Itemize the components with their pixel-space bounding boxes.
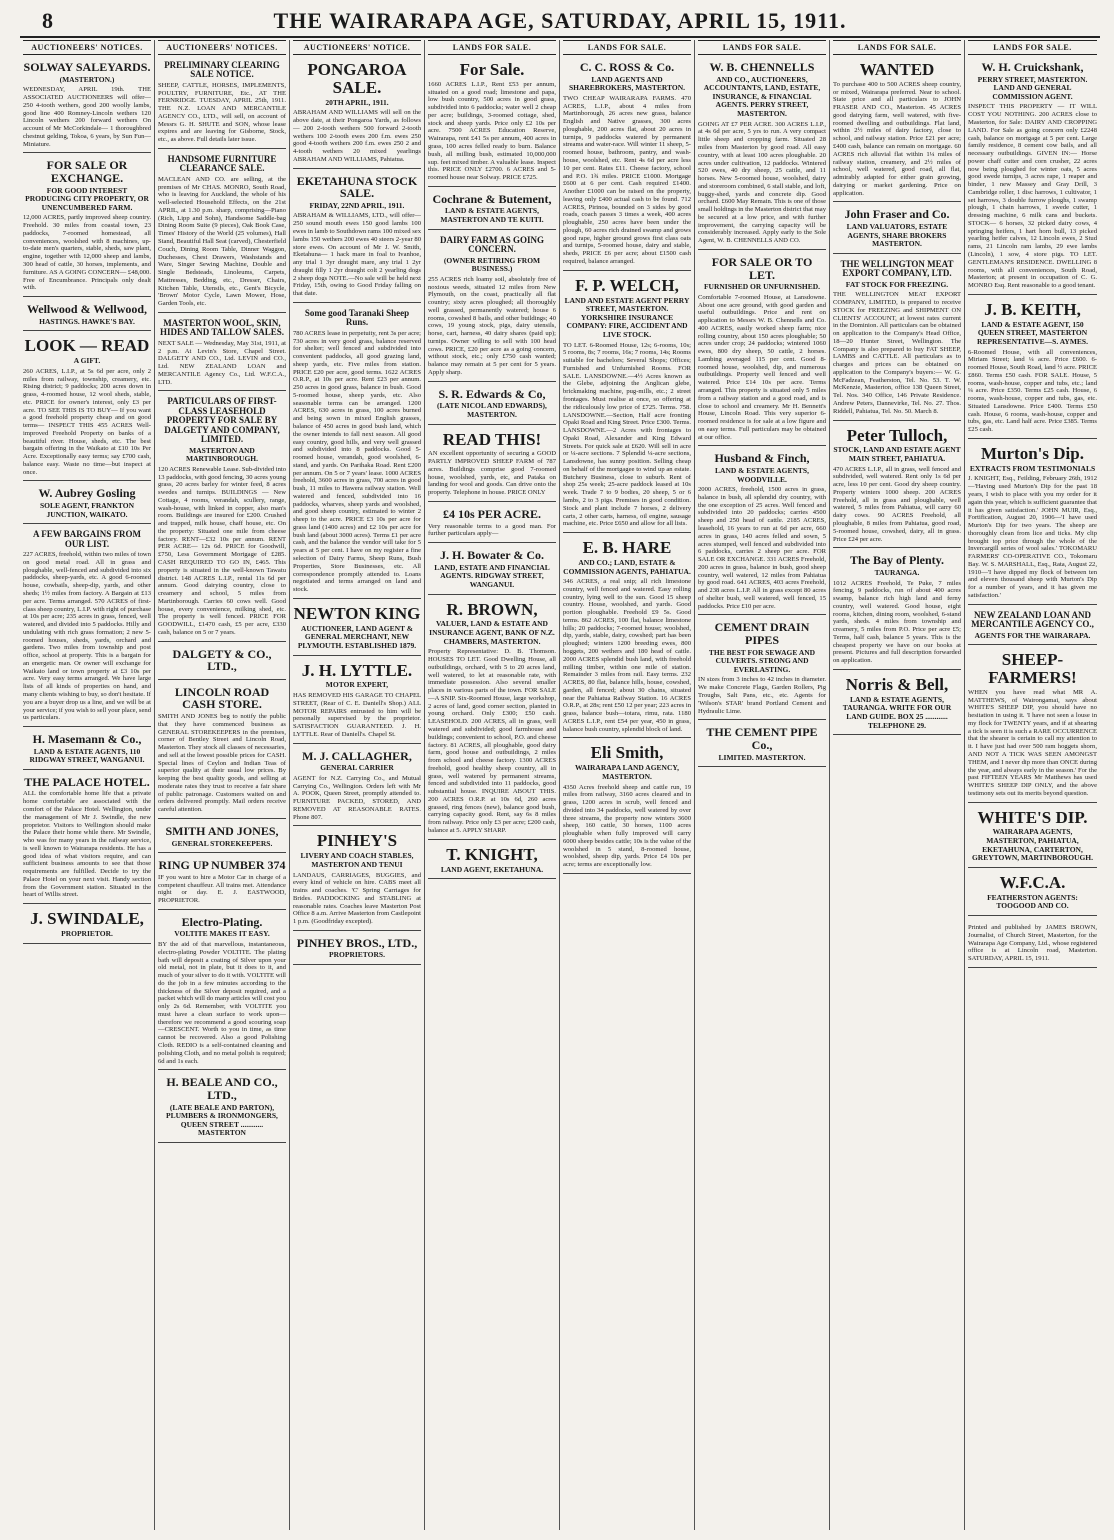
column-1 <box>20 40 155 1530</box>
ad-title: EKETAHUNA STOCK SALE. <box>296 173 418 201</box>
advertisement <box>158 913 286 1070</box>
ad-body-text: ABRAHAM AND WILLIAMS will sell on the above date, at their Pongaroa Yards, as follows— 200 2-tooth wethers 500 forward 2-tooth wethers 100 2-tooth ewes 200 f.m. ewes 250 good 4-tooth wethers 200 f.m. ewes 250 2 and 4-tooth wethers 20 mixed yearlings ABRAHAM AND WILLIAMS, Pahiatua. <box>293 109 421 163</box>
advertisement <box>23 300 151 331</box>
ad-title: LINCOLN ROAD CASH STORE. <box>174 684 270 712</box>
ad-body-text: 260 ACRES, L.I.P., at 5s 6d per acre, only 2 miles from railway, township, creamery, etc. Rising district; 9 paddocks; 200 acres down in grass, 4-roomed house, 12 wool sheds, stable, etc. PRICE for owner's interest, only £3 per acre. TO SEE THIS IS TO BUY— If you want a good freehold property cheap and on good terms— INSPECT THIS 455 ACRES Well-improved Freehold Property on banks of a beautiful river. House, sheds, etc. The best bargain offering in the Waikato at £10 10s Per Acre. Exceptionally easy terms; say £700 cash, balance easy. Waste no time—but inspect at once. <box>23 367 151 476</box>
ad-subtitle: (OWNER RETIRING FROM BUSINESS.) <box>443 255 541 274</box>
ad-title: Some good Taranaki Sheep Runs. <box>304 307 410 328</box>
advertisement <box>158 316 286 391</box>
ad-title: MASTERTON WOOL, SKIN, HIDES AND TALLOW SALES. <box>159 317 285 338</box>
advertisement <box>563 274 691 533</box>
advertisement <box>293 602 421 656</box>
ad-subtitle: PROPRIETORS. <box>329 950 385 960</box>
advertisement <box>698 723 826 767</box>
ad-body-text: INSPECT THIS PROPERTY — IT WILL COST YOU NOTHING. 200 ACRES close to Masterton, for Sale: DAIRY AND CROPPING LAND. For Sale as going concern only £2248 cash, balance on mortgage at 5 per cent. Large family residence, 8 cement cow bails, and all necessary outbuildings. GIVEN IN:— Horse power chaff cutter and corn crusher, 22 acres now being ploughed for winter oats, 5 acres good swede turnips, 3 acres rape, 1 reaper and binder, 1 new Massey and Gray Drill, 3 Cambridge roller, 1 disc harrows, 1 cultivator, 1 set harrows, 3 double furrow ploughs, 1 swamp plough, 1 chain harrows, 1 swede cutter, 1 dressing machine, 6 milk cans and buckets. STOCK— 6 horses, 32 picked dairy cows, 4 springing heifers, 1 hart horn bull, 13 picked yearling heifer calves, 12 Lincoln ewes, 2 Stud rams, 21 Lincoln ram lambs, 29 ewe lambs (Lincoln), 1 sow, 4 store pigs. TO LET. GENTLEMAN'S RESIDENCE. DWELLING 8 rooms, with all conveniences, South Road, Masterton; at present in occupation of C. G. MONRO Esq. Rent reasonable to a good tenant. <box>968 103 1097 290</box>
advertisement <box>428 190 556 230</box>
ad-body-text: 6-Roomed House, with all conveniences, Miriam Street; land ¼ acre. Price £600. 6-roomed House, South Road, land ½ acre. PRICE £860. Terms £50 cash. FOR SALE. House, 5 rooms, wash-house, copper and tubs, etc.; land ¼ acre. Price £350. Terms £25 cash. House, 6 rooms, wash-house, copper and tubs, gas, etc. Situated Lansdowne. Price £400. Terms £50 cash. House, 6 rooms, wash-house, copper and tubs, gas, etc. Land half acre. Price £385. Terms £25 cash. <box>968 348 1097 434</box>
ad-subtitle: PERRY STREET, MASTERTON. LAND AND GENERAL COMMISSION AGENT. <box>977 74 1088 101</box>
ad-title: H. Masemann & Co., <box>32 732 142 747</box>
ad-title: Peter Tulloch, <box>846 425 948 445</box>
ad-subtitle: LAND & ESTATE AGENTS, MASTERTON AND TE KUITI. <box>440 206 544 225</box>
advertisement <box>428 58 556 187</box>
ad-body-text: IF you want to hire a Motor Car in charge of a competent chauffeur. All trains met. Attendance night or day. E. J. EASTWOOD, PROPRIETOR. <box>158 873 286 905</box>
advertisement <box>968 648 1097 802</box>
ad-subtitle: FURNISHED OR UNFURNISHED. <box>703 282 821 292</box>
ad-body-text: LANDAUS, CARRIAGES, BUGGIES, and every kind of vehicle on hire. CABS meet all trains and coaches. 'C' Spring Carriages for Brides. PADDOCKING and STABLING at reasonable rates. Coaches leave Masterton Post Office 8 a.m. Arrive Masterton from Castlepoint 1 p.m. (Goodfriday excepted). <box>293 871 421 926</box>
masthead <box>20 6 1100 38</box>
section-heading: AUCTIONEERS' NOTICE. <box>293 40 421 55</box>
ad-body-text: WHEN you have read what MR A. MATTHEWS, of Wairongamai, says about WHITE'S SHEEP DIP, you should have no hesitation in using it. 'I have not seen a louse in my flock for TWENTY years, and if at shearing a tick is seen it is such a RARE OCCURRENCE that the shearer is certain to call my attention to it. I have just had over 500 ram hoggets shorn, AND NOT A TICK WAS SEEN AMONGST THEM, and I never dip more than ONCE during the year, and always early in the season.' For the past FIFTEEN YEARS Mr Matthews has used WHITE'S SHEEP DIP ONLY, and the above testimony sets out its merits beyond question. <box>968 688 1097 797</box>
section-heading: LANDS FOR SALE. <box>833 40 961 55</box>
advertisement <box>293 934 421 965</box>
advertisement <box>23 484 151 524</box>
ad-title: RING UP NUMBER 374 <box>158 858 286 873</box>
ad-body-text: MACLEAN AND CO. are selling, at the premises of Mr CHAS. MONRO, South Road, who is leaving for Auckland, the whole of his well-selected Household Effects, on the 21st APRIL, at 1.30 p.m. sharp, comprising—Piano (Rich, Lipp and Sohn), Handsome Saddle-bag Dining Room Suite (9 pieces), Oak Book Case, Times' History of the World (25 volumes), Hall Stand, Beautiful Hall Seat (carved), Chesterfield Couch, Dining Room Table, Dinner Waggon, Duchesses, Chest Drawers, Washstands and Ware, Singer Sewing Machine, Double and Single Bedsteads, Linoleums, Carpets, Mattresses, Bedding, etc., Dresser, Chairs, Kitchen Table, Utensils, etc., Gent's Bicycle, 'Brown' Motor Cycle, Lawn Mower, Hose, Garden Tools, etc. <box>158 175 286 308</box>
advertisement <box>698 618 826 720</box>
ad-subtitle: FAT STOCK FOR FREEZING. <box>845 279 949 289</box>
newspaper-title: THE WAIRARAPA AGE, SATURDAY, APRIL 15, 1911. <box>273 8 847 33</box>
ad-subtitle: TAURANGA. <box>874 567 920 577</box>
ad-subtitle: LAND & ESTATE AGENTS, TAURANGA. WRITE FOR OUR LAND GUIDE. BOX 25 ............ TELEPHONE 29. <box>842 694 952 730</box>
ad-body-text: Very reasonable terms to a good man. For further particulars apply— <box>428 522 556 538</box>
ad-body-text: 2000 ACRES, freehold, 1500 acres in grass, balance in bush, all splendid dry country, with the one exception of 25 acres. Well fenced and subdivided into 20 paddocks; carries 4500 sheep and 250 head of cattle. 2185 ACRES, leasehold, 16 years to run at 6d per acre, 660 acres in grass, 140 acres felled and sown, 5 acres stumped, well fenced and subdivided into 6 paddocks, carries 2 sheep per acre. FOR SALE OR EXCHANGE. 331 ACRES Freehold, 200 acres in grass, balance in bush, good sheep country, well watered, 12 miles from Pahiatua by good road. 641 ACRES, 403 acres Freehold, and 238 acres L.I.P. All in grass except 80 acres of shelter bush, well watered, well fenced, 15 paddocks. Price £10 per acre. <box>698 486 826 610</box>
ad-subtitle: LAND & ESTATE AGENT, 150 QUEEN STREET, MASTERTON REPRESENTATIVE—S. AYMES. <box>977 319 1088 346</box>
ad-subtitle: STOCK, LAND AND ESTATE AGENT MAIN STREET, PAHIATUA. <box>833 445 961 464</box>
ad-body-text: 1660 ACRES L.I.P., Rent £53 per annum, situated on a good road; limestone and papa, low bush country, 500 acres in good grass, subdivided into 6 paddocks; water well 2 cheap per acre; buildings, 3-roomed cottage, shed, stock and sheep yards. Price only £2 10s per acre. 7500 ACRES Education Reserve, Wairarapa, rent £41 5s per annum, 400 acres in grass, 100 acres felled ready to burn. Balance bush, all milling bush, estimated 10,000,000 sup. feet mixed timber. A valuable lease. Inspect this. PRICE ONLY £2700. 6 ACRES and 5-roomed house near Solway. PRICE £725. <box>428 80 556 182</box>
advertisement <box>293 747 421 827</box>
advertisement <box>158 152 286 313</box>
ad-title: C. C. ROSS & Co. <box>579 60 675 74</box>
ad-title: F. P. WELCH, <box>575 275 679 295</box>
ad-body-text: ALL the comfortable home life that a private home comfortable are associated with the comfort of the Palace Hotel. Wellington, under the management of Mr J. Swindle, the new proprietor. Visitors to Wellington should make the Palace their home while there. Mr Swindle, who was for many years in the railway service, is well known to Wairarapa residents. He has a good idea of what visitors require, and can sufficient business amounts to see that those requirements are fulfilled. Decide to try the Palace Hotel on your next visit. Handy section from the Government station. Situated in the heart of Willis street. <box>23 790 151 899</box>
column-5 <box>560 40 695 1530</box>
advertisement <box>428 598 556 840</box>
advertisement <box>833 257 961 421</box>
column-4 <box>425 40 560 1530</box>
advertisement <box>23 773 151 904</box>
ad-title: NEWTON KING <box>293 603 421 623</box>
ad-subtitle: 20TH APRIL, 1911. <box>325 97 389 107</box>
advertisement <box>428 233 556 382</box>
advertisement <box>833 551 961 670</box>
ad-subtitle: LAND VALUATORS, ESTATE AGENTS, SHARE BROKERS MASTERTON. <box>846 221 948 249</box>
advertisement <box>833 205 961 253</box>
ad-title: WANTED <box>859 60 935 79</box>
advertisement <box>23 58 151 153</box>
ad-title: R. BROWN, <box>446 599 538 619</box>
advertisement <box>158 645 286 680</box>
ad-body-text: ABRAHAM & WILLIAMS, LTD., will offer— 250 sound mouth ewes 150 good lambs 100 ewes in lamb to Southdown rams 100 mixed sex lambs 150 wethers 200 ewes 40 steers 2-year 80 store ewes. On account of Mr J. W. Smith, Eketahuna— 1 hack mare in foal to Ivanhoe, any trial 1 3yr draught mare, any trial 1 2yr draught filly 1 2yr draught colt 2 yearling dogs 2 sheep dogs NOTE.—No sale will be held next Friday, 15th, owing to Good Friday falling on that date. <box>293 212 421 298</box>
ad-body-text: AGENT for N.Z. Carrying Co., and Mutual Carrying Co., Wellington. Orders left with Mr A. POOK, Queen Street, promptly attended to. FURNITURE PACKED, STORED, AND REMOVED AT REASONABLE RATES. Phone 807. <box>293 774 421 821</box>
advertisement <box>563 536 691 738</box>
ad-title: S. R. Edwards & Co, <box>438 386 546 401</box>
ad-title: PRELIMINARY CLEARING SALE NOTICE. <box>164 60 280 80</box>
advertisement <box>968 871 1097 916</box>
advertisement <box>23 156 151 297</box>
ad-title: READ THIS! <box>442 429 542 449</box>
ad-title: SMITH AND JONES, <box>165 823 279 838</box>
ad-subtitle: HASTINGS. HAWKE'S BAY. <box>39 316 135 326</box>
column-3 <box>290 40 425 1530</box>
ad-subtitle: VALUER, LAND & ESTATE AND INSURANCE AGENT, BANK OF N.Z. CHAMBERS, MASTERTON. <box>429 619 555 646</box>
advertisement <box>158 58 286 149</box>
ad-title: DALGETY & CO., LTD., <box>172 646 272 674</box>
ad-body-text: 1012 ACRES Freehold, Te Puke, 7 miles fencing, 9 paddocks, run of about 400 acres swamp, balance rich high land and ferny country, well watered. Good house, eight rooms, kitchen, dining room, woolshed, 6-stand yards, sheds. 4 miles from township and creamery, 5 miles from P.O. Price per acre £5; Terms, half cash, balance 5 years. This is the cheapest property we have on our books at present. Pictures and full description forwarded on application. <box>833 579 961 665</box>
ad-subtitle: AND CO., AUCTIONEERS, ACCOUNTANTS, LAND, ESTATE, INSURANCE, & FINANCIAL AGENTS. PERRY STREET, MASTERTON. <box>703 74 821 119</box>
ad-title: The Bay of Plenty. <box>849 553 944 568</box>
ad-title: J. H. LYTTLE. <box>301 660 413 680</box>
ad-subtitle: LAND AGENT, EKETAHUNA. <box>440 864 544 874</box>
page-number: 8 <box>42 8 53 33</box>
ad-subtitle: FEATHERSTON AGENTS: TOOGOOD AND CO. <box>987 892 1078 911</box>
ad-subtitle: FRIDAY, 22ND APRIL, 1911. <box>309 200 405 210</box>
ad-subtitle: WAIRARAPA AGENTS, MASTERTON, PAHIATUA, EKETAHUNA, CARTERTON, GREYTOWN, MARTINBOROUGH. <box>971 827 1094 863</box>
ad-body-text: SHEEP, CATTLE, HORSES, IMPLEMENTS, POULTRY, FURNITURE, Etc., AT THE FERNRIDGE. TUESDAY, APRIL 25th, 1911. THE N.Z. LOAN AND MERCANTILE AGENCY CO., LTD., will sell, on account of Messrs G. H. SHUTE and SON, whose lease expires and are leaving for Gisborne, Stock, etc., as above. Full details later issue. <box>158 81 286 144</box>
ad-subtitle: LIMITED. MASTERTON. <box>718 752 806 762</box>
ad-subtitle: A GIFT. <box>73 356 101 366</box>
ad-title: CEMENT DRAIN PIPES <box>714 620 810 648</box>
advertisement <box>23 907 151 943</box>
ad-subtitle: (LATE BEALE AND PARTON), PLUMBERS & IRONMONGERS, QUEEN STREET ............ MASTERTON <box>166 1102 278 1138</box>
advertisement <box>833 58 961 202</box>
ad-title: J. SWINDALE, <box>30 909 144 929</box>
ad-title: J. H. Bowater & Co. <box>439 548 545 563</box>
advertisement <box>158 822 286 853</box>
ad-title: HANDSOME FURNITURE CLEARANCE SALE. <box>167 154 277 174</box>
ad-title: Cochrane & Butement, <box>432 191 552 206</box>
ad-subtitle: MASTERTON AND MARTINBOROUGH. <box>185 445 259 464</box>
ad-title: THE PALACE HOTEL. <box>24 774 150 789</box>
ad-body-text: 346 ACRES, a real snip; all rich limestone country, well fenced and watered. Easy rolling country, lying well to the sun. Good 15 sheep country. House, woolshed, and yards. Good portion ploughable. Freehold £9 5s. Good terms. 862 ACRES, 100 flat, balance limestone hills; 20 paddocks; 7-roomed house; woolshed, dip, yards, stable, dairy, cowshed; part has been ploughed; winters 1200 breeding ewes, 800 hoggets, 200 wethers and 180 head of cattle. 2000 ACRES splendid bush land, with freehold milling timber, within one mile of station. Remainder 3 miles from rail. Easy terms. 232 ACRES, 80 flat, balance hills, house, cowshed, garden, all fenced; about 30 chains, situated near the Pahiatua Railway Station. 16 ACRES O.R.P., at 28s; rent £50 12 per year; 223 acres in grass, balance bush—totara, rimu, rata. 1180 ACRES L.I.P., rent £54 per year, 450 in grass, balance bush country, splendid block of land. <box>563 578 691 733</box>
advertisement <box>698 449 826 615</box>
ad-subtitle: FOR GOOD INTEREST PRODUCING CITY PROPERTY, OR UNENCUMBERED FARM. <box>25 185 149 212</box>
ad-title: DAIRY FARM AS GOING CONCERN. <box>440 234 544 255</box>
advertisement <box>968 608 1097 646</box>
ad-subtitle: VOLTITE MAKES IT EASY. <box>174 929 270 939</box>
ad-body-text: To purchase 400 to 500 ACRES sheep country, or mixed, Wairarapa preferred. Near to school. State price and all particulars to JOHN FRASER AND CO., Masterton. 45 ACRES good dairying farm, well watered, with five-roomed dwelling and outbuildings. Flat land, within 2½ miles of dairy factory, close to school, and railway station. Price £21 per acre; £400 cash, balance can remain on mortgage. 60 ACRES rich alluvial flat within 1¼ miles of railway station, creamery, and 2½ miles of school, well watered, good road, all flat, admirably adapted for either grain growing, dairying or market gardening. Price on application. <box>833 80 961 197</box>
ad-body-text: THE WELLINGTON MEAT EXPORT COMPANY, LIMITED, is prepared to receive STOCK for FREEZING and SHIPMENT ON CLIENTS' ACCOUNT, at lowest rates current in the Dominion. All particulars can be obtained on application to the Company's Head Office, 18—20 Hunter Street, Wellington. The Company is also prepared to buy FAT SHEEP, LAMBS and CATTLE. All particulars as to charges and prices can be obtained on application to the Company's buyers:— W. G. McFadzean, Featherston, Tel. No. 53. T. W. McKenzie, Masterton, office 138 Queen Street, Tel. Nos. 340 Office, 146 Private Residence. Andrew Peters, Dannevirke, Tel. No. 27. Thos. Riddell, Pahiatua, Tel. No. 50. March 8. <box>833 291 961 415</box>
ad-title: PINHEY BROS., LTD., <box>296 935 418 950</box>
ad-title: Norris & Bell, <box>845 674 949 694</box>
ad-subtitle: LIVERY AND COACH STABLES, MASTERTON AND TENUI <box>300 851 414 869</box>
ad-body-text: BY the aid of that marvellous, instantaneous, electro-plating Powder VOLTITE. The plating bath will deposit a coating of Silver upon your old metal, not in plate, but it does to it, and much of your silver to do it with. VOLTITE will do the job in a few minutes according to the thickness of the Silver deposit required, and a packet which will do many articles will cost you only 2s 6d. Remember, with VOLTITE you must have a clean surface to work upon—therefore we recommend a good scouring soap—CRESCENT. Worth to you in time, as time cannot be recovered. Also a good Polishing Cloth. REDIO is a self-contained cleaning and polishing Cloth, and no metal polish is required; 6d and 1s each. <box>158 941 286 1065</box>
section-heading: LANDS FOR SALE. <box>428 40 556 55</box>
advertisement <box>428 843 556 879</box>
advertisement <box>293 659 421 744</box>
ad-subtitle: THE BEST FOR SEWAGE AND CULVERTS. STRONG AND EVERLASTING. <box>708 647 816 674</box>
ad-body-text: WEDNESDAY, APRIL 19th. THE ASSOCIATED AUCTIONEERS will offer— 250 4-tooth wethers, good 200 woolly lambs, good line 400 Romney-Lincoln wethers 120 Lincoln wethers 200 forward wethers On account of Mr McCorkindale— 1 thoroughbred chestnut gelding, Tokoa, 6 years, by Sun Fun—Miniature. <box>23 86 151 148</box>
section-heading: AUCTIONEERS' NOTICES. <box>158 40 286 55</box>
column-2 <box>155 40 290 1530</box>
section-heading: AUCTIONEERS' NOTICES. <box>23 40 151 55</box>
ad-subtitle: GENERAL STOREKEEPERS. <box>171 838 273 848</box>
advertisement <box>833 424 961 549</box>
ad-title: SHEEP-FARMERS! <box>988 650 1077 688</box>
advertisement <box>563 741 691 874</box>
ad-title: THE CEMENT PIPE Co., <box>706 725 818 752</box>
advertisement <box>23 334 151 481</box>
column-7 <box>830 40 965 1530</box>
column-6 <box>695 40 830 1530</box>
ad-title: LOOK — READ <box>24 336 150 356</box>
advertisement <box>968 919 1097 968</box>
ad-subtitle: WAIRARAPA LAND AGENCY, MASTERTON. <box>575 763 679 781</box>
ad-title: THE WELLINGTON MEAT EXPORT COMPANY, LTD. <box>840 258 954 279</box>
ad-subtitle: (LATE NICOL AND EDWARDS), MASTERTON. <box>437 401 547 419</box>
ad-title: Eli Smith, <box>590 743 664 763</box>
column-8 <box>965 40 1100 1530</box>
ad-title: For Sale. <box>459 60 525 79</box>
advertisement <box>158 1073 286 1143</box>
ad-subtitle: AUCTIONEER, LAND AGENT & GENERAL MERCHANT, NEW PLYMOUTH. ESTABLISHED 1879. <box>297 623 417 650</box>
ad-subtitle: LAND & ESTATE AGENTS, WOODVILLE. <box>715 465 809 484</box>
advertisement <box>968 58 1097 295</box>
ad-title: FOR SALE OR EXCHANGE. <box>46 158 128 185</box>
ad-body-text: Property Representative: D. B. Thomson. HOUSES TO LET. Good Dwelling House, all outbuildings, orchard, with 5 to 20 acres land, well watered, to let at reasonable rate, with immediate possession. Also several smaller places in various parts of the town. FOR SALE—A SNIP. Six-Roomed House, large workshop, 2 acres of land, good corner section, planted in young orchard. Only £300; £50 cash. LEASEHOLD. 200 ACRES, all in grass, well watered and subdivided; good farmhouse and buildings; convenient to school, P.O. and cheese factory. 81 ACRES, all ploughable, good dairy farm, good house and outbuildings, 2 miles from school and cheese factory. 1300 ACRES freehold, good healthy sheep country, all in grass, well watered by permanent streams, fenced and subdivided into 11 paddocks, good substantial house. INQUIRE ABOUT THIS. 200 ACRES O.R.P. at 10s 6d, 260 acres grassed, ring fences (new), balance good bush, carrying capacity good. Rent, say 6s 8 miles from railway. Price only £3 per acre; £200 cash, balance at 5. APPLY SHARP. <box>428 648 556 834</box>
advertisement <box>293 829 421 930</box>
ad-body-text: 780 ACRES lease in perpetuity, rent 3s per acre; 730 acres in very good grass, balance reserved for shelter; well fenced and subdivided into convenient paddocks, all good grazing land, sheep yards, etc. Five miles from station. PRICE £20 per acre, good terms. 1622 ACRES O.R.P., at 10s per acre. Rent £23 per annum. 250 acres in good grass, balance in bush. Good 5-roomed house, sheep yards, etc. Also seasonable terms can be arranged. 1200 ACRES, 630 acres in grass, 100 acres burned and being sown in mixed English grasses, balance of 450 acres in good bush land, which the owner intends to fall next season. All good easy country, good hills, and very well grassed and subdivided into 8 paddocks. Good 5-roomed house, verandah, good woolshed, 6-stand, and yards. On Parihaka Road. Rent £200 per annum. On 5 or 7 years' lease. 1000 ACRES freehold, 3600 acres in grass, 700 acres in good bush, 11 miles to Hawera railway station. Well watered and fenced, subdivided into 16 paddocks, wharves, sheep yards and woolshed, and good sheep country, estimated to winter 2 sheep to the acre. PRICE £3 10s per acre for grass land (1400 acres) and £2 10s per acre for bush land (about 3000 acres). Terms £1 per acre cash, and the balance the vendor will take for 5 years at 5 per cent. I have on my register a fine selection of Dairy Farms, Sheep Runs, Bush Properties, Store Businesses, etc. All correspondence promptly attended to. Loans negotiated and terms arranged on land and stock. <box>293 329 421 594</box>
ad-body-text: J. KNIGHT, Esq., Feilding, February 26th, 1912—'Having used Murton's Dip for the past 18 years, I wish to place with you my order for it again this year, which is sufficient guarantee that it has given satisfaction.' JOHN MUIR, Esq., Fortification, August 20, 1906—'I have used Murton's Dip for two years. The sheep are thoroughly clean from lice and ticks. My clip brought top price through the whole of the Invercargill series of wool sales.' TOKOMARU FARMERS' CO-OPERATIVE CO., Tokomaru Bay. W. S. MARSHALL, Esq., Rata, August 22, 1910—'I have dipped my flock of between ten and eleven thousand sheep with Murton's Dip for a number of years, and it has given me satisfaction.' <box>968 475 1097 599</box>
ad-title: WHITE'S DIP. <box>977 807 1088 827</box>
advertisement <box>428 546 556 594</box>
section-heading: LANDS FOR SALE. <box>698 40 826 55</box>
ad-title: PARTICULARS OF FIRST-CLASS LEASEHOLD PROPERTY FOR SALE BY DALGETY AND COMPANY, LIMITED. <box>164 396 280 445</box>
advertisement <box>158 856 286 910</box>
ad-title: PONGAROA SALE. <box>307 60 407 97</box>
advertisement <box>968 298 1097 439</box>
ad-title: H. BEALE AND CO., LTD., <box>166 1075 278 1102</box>
ad-body-text: HAS REMOVED HIS GARAGE TO CHAPEL STREET, (Rear of C. E. Daniell's Shop.) ALL MOTOR REPAIRS entrusted to him will be personally supervised by the proprietor. SATISFACTION GUARANTEED. J. H. LYTTLE. Rear of Daniell's. Chapel St. <box>293 692 421 738</box>
ad-body-text: 4350 Acres freehold sheep and cattle run, 19 miles from railway, 3160 acres cleared and in grass, 1200 acres in scrub, well fenced and divided into 34 paddocks, well watered by over three streams, the property now winters 3600 sheep, 160 cattle, 30 horses, 1100 acres ploughable when fully improved will carry 6000 sheep besides cattle; 10s is the value of the woolshed in 5 stand, 8-roomed house, woolshed, sheep dip, yards. Price £4 10s per acre; terms are exceptionally low. <box>563 783 691 869</box>
ad-title: W. B. CHENNELLS <box>709 60 815 74</box>
ad-title: W. Aubrey Gosling <box>38 486 136 501</box>
ad-subtitle: AGENTS FOR THE WAIRARAPA. <box>974 630 1091 640</box>
ad-body-text: 120 ACRES Renewable Lease. Sub-divided into 13 paddocks, with good fencing, 30 acres young grass, 20 acres barley for winter feed, 8 acres swedes and turnips. BUILDINGS — New Cottage, 4 rooms, verandah, scullery, range, wash-house, with linked in copper, also man's room. Buildings are insured for £200. Crushed and trapped, milk house, chaff house, etc. On the property: Situated one mile from cheese factory. RENT—£32 10s per annum. RENT PER ACRE— 12s 6d. PRICE for Goodwill, £750, Less Government Mortgage of £285. CASH REQUIRED TO GO IN, £465. This property is situated in the well-known Tawatu district. 148 ACRES L.I.P., rental 11s 6d per annum. Good dairying country, close to creamery and school, 5 miles from Martinborough. Carries 60 cows well. Good house, every convenience, milking shed, etc. The property is well fenced. PRICE FOR GOODWILL, £1470 cash, £5 per acre, £330 cash, balance on 5 or 7 years. <box>158 465 286 636</box>
section-heading: LANDS FOR SALE. <box>563 40 691 55</box>
ad-title: A FEW BARGAINS FROM OUR LIST. <box>32 529 142 549</box>
ad-body-text: 227 ACRES, freehold, within two miles of town on good metal road. All in grass and ploughable, well-fenced and subdivided into six paddocks, sheep-yards, etc. A good 6-roomed house, cowbails, sheep-dip, yards, and other sheds; 1½ miles from factory. A Bargain at £13 per acre. Terms arranged. 570 ACRES of first-class sheep country, L.I.P. with right of purchase at 10s per acre; 235 acres in grass, fenced, well watered, and divided into 5 paddocks. Hilly and undulating with rich grass formation; 2 new 5-roomed houses, sheds, yards, orchard and gardens. Two miles from township and post office, school at property. This is a bargain for an energetic man. Or owner will exchange for Waikato land or town property at £3 10s per acre. Very easy terms arranged. We have large lists of all kinds of properties on hand, and many clients wishing to buy, so don't hesitate. If you are a buyer drop us a line, and we will be at your service; if you wish to sell your place, send us particulars. <box>23 551 151 722</box>
advertisement <box>428 385 556 425</box>
advertisement <box>293 172 421 303</box>
advertisement <box>698 253 826 446</box>
ad-title: W.F.C.A. <box>999 872 1066 892</box>
ad-subtitle: (MASTERTON.) <box>59 74 115 84</box>
ad-title: Murton's Dip. <box>981 443 1084 463</box>
ad-body-text: Printed and published by JAMES BROWN, Journalist, of Church Street, Masterton, for the Wairarapa Age Company, Ltd., whose registered office is at Lincoln road, Masterton. SATURDAY, APRIL 15, 1911. <box>968 924 1097 963</box>
advertisement <box>968 442 1097 605</box>
advertisement <box>968 806 1097 868</box>
ad-title: E. B. HARE <box>582 538 672 558</box>
advertisement <box>293 306 421 599</box>
ad-body-text: TWO CHEAP WAIRARAPA FARMS. 470 ACRES, L.I.P., about 4 miles from Martinborough, 26 acres new grass, balance English and Native grasses, 300 acres ploughable, 200 acres flat, about 20 acres in turnips, 9 paddocks watered by permanent streams and water-race. Will winter 11 sheep, 5-roomed house, bathroom, pantry, and wash-house, woolshed, etc. Rent 4s 6d per acre less 10 per cent. Rates £11. Cheese factory, school and P.O. 1¾ miles. PRICE £1000. Mortgage £600 at 6 per cent. Cash required £1400. Another £1000 can be raised on the property, leaving only £400 actual cash to be found. 712 ACRES, Pirinoa, bounded on 3 sides by good roads, coach passes 3 times a week, 400 acres ploughable, 250 acres have been under the plough, 60 acres rich drained swamp and grows good rape, higher ground grows first class oats and turnips, 5-roomed house, dairy and stable, sheds, PRICE £6 per acre; about £1500 cash required, balance arranged. <box>563 94 691 265</box>
ad-title: T. KNIGHT, <box>446 844 538 864</box>
ad-title: PINHEY'S <box>316 831 398 851</box>
ad-subtitle: MOTOR EXPERT, <box>325 680 389 690</box>
ad-subtitle: PROPRIETOR. <box>61 929 113 939</box>
ad-body-text: TO LET. 6-Roomed House, 12s; 6-rooms, 10s; 5 rooms, 8s; 7 rooms, 16s; 7 rooms, 14s; Rooms suitable for bachelors; Several Shops; Offices; Furnished and Unfurnished Rooms. FOR SALE. LANSDOWNE.—4½ Acres known as the Glebe, adjoining the Anglican glebe, brickmaking machine, pug-mills, etc.; 2 street frontages. Must realise at once, so offering at the ridiculously low price of £725. Terms. 758. LANSDOWNE.—Section, Half acre fronting Opaki Road and King Street. Price £300. Terms. LANSDOWNE.—2 Acres with frontages to Opaki Road, Alexander and King Edward Streets. For quick sale at £620. Will sell in acre or ¼-acre sections. 7 Splendid ¼-acre sections, Lansdowne, has sunny position. Selling cheap on behalf of the mortgagee to wind up an estate. Butchery Business, close to suburb. Rent of shop 25s week; 25-acre paddock leased at 10s week. Trade 7 to 9 bodies, 20 sheep, 5 or 6 lambs, 2 to 3 pigs. Premises in good condition. Stock and plant include 7 horses, 2 delivery carts, 2 other carts, harness, oil engine, sausage machine, etc. Price £650 and allow for all lists. <box>563 341 691 528</box>
ad-title: J. B. KEITH, <box>984 299 1081 319</box>
advertisement <box>833 673 961 735</box>
ad-subtitle: AND CO.; LAND, ESTATE & COMMISSION AGENTS, PAHIATUA. <box>563 557 691 576</box>
ad-title: Husband & Finch, <box>714 451 810 466</box>
ad-title: M. J. CALLAGHER, <box>302 748 412 763</box>
ad-body-text: SMITH AND JONES beg to notify the public that they have commenced business as GENERAL STOREKEEPERS in the premises, corner of Bentley Street and Lincoln Road, Masterton. They stock all classes of necessaries, and sell at the lowest possible prices for CASH. Special lines of Ceylon and Indian Teas of superior quality at their usual low prices. By keeping the best quality goods, and selling at moderate rates they trust to receive a fair share of public patronage. Customers waited on and orders delivered promptly. Mail orders receive careful attention. <box>158 713 286 814</box>
ad-title: John Fraser and Co. <box>844 207 950 222</box>
advertisement <box>158 394 286 641</box>
advertisement <box>428 505 556 543</box>
advertisement <box>293 58 421 169</box>
advertisement <box>563 58 691 271</box>
ad-title: FOR SALE OR TO LET. <box>711 254 813 282</box>
ad-title: NEW ZEALAND LOAN AND MERCANTILE AGENCY CO., <box>971 609 1094 630</box>
newspaper-columns <box>20 40 1100 1530</box>
ad-body-text: GOING AT £7 PER ACRE. 300 ACRES L.I.P., at 4s 6d per acre, 5 yrs to run. A very compact little sheep and cropping farm. Situated 28 miles from Masterton by good road. All easy country, with at least 100 acres ploughable. 20 acres under cultivation, 12 paddocks. Wintered 520 ewes, 40 dry sheep, 25 cattle, and 11 horses. New 5-roomed house, woolshed, dairy and storeroom combined, 6 stall stable, and loft, buggy-shed, yards and concrete dip. Good orchard. £600 May Remain. This is one of those small holdings in the Masterton district that may be secured at a low price, and with further improvement, the carrying capacity will be considerably increased. Apply early to the Sole Agent, W. B. CHENNELLS AND CO. <box>698 120 827 245</box>
ad-subtitle: LAND, ESTATE AND FINANCIAL AGENTS. RIDGWAY STREET, WANGANUI. <box>434 562 550 589</box>
ad-subtitle: LAND AGENTS AND SHAREBROKERS, MASTERTON. <box>568 74 686 93</box>
ad-subtitle: LAND AND ESTATE AGENT PERRY STREET, MASTERTON. YORKSHIRE INSURANCE COMPANY: FIRE, ACCIDENT AND LIVE STOCK. <box>564 295 690 340</box>
ad-body-text: IN sizes from 3 inches to 42 inches in diameter. We make Concrete Flags, Garden Rollers, Pig Troughs, Salt Pans, etc., etc. Agents for 'Wilson's STAR' brand Portland Cement and Hydraulic Lime. <box>698 676 826 715</box>
section-heading: LANDS FOR SALE. <box>968 40 1097 55</box>
ad-title: £4 10s PER ACRE. <box>442 507 541 521</box>
ad-body-text: NEXT SALE — Wednesday, May 31st, 1911, at 2 p.m. At Levin's Store, Chapel Street. DALGETY AND CO., Ltd. LEVIN and CO., Ltd. NEW ZEALAND LOAN and MERCANTILE Agency Co., Ltd. W.F.C.A., LTD. <box>158 339 286 386</box>
advertisement <box>158 683 286 819</box>
advertisement <box>23 527 151 727</box>
advertisement <box>428 428 556 502</box>
ad-body-text: Comfortable 7-roomed House, at Lansdowne. About one acre ground, with good garden and useful outbuildings. Price and rent on application to Messrs W. B. Chennells and Co. 400 ACRES, easily worked sheep farm; nice rolling country, about 150 acres ploughable; 50 acres under crop; 24 paddocks; wintered 1060 ewes, 800 dry sheep, 50 cattle, 2 horses. Lambing averaged 115 per cent. Good 8-roomed house, woolshed, dip, and numerous outbuildings. Property well fenced and well watered. Price £14 10s per acre. Terms arranged. This property is situated only 5 miles from a railway station and a good road, and is close to school and creamery. Mr H. Bennett's House, Lincoln Road. This very superior 6-roomed residence is for sale at a low figure and on easy terms. Full particulars may be obtained at our office. <box>698 293 826 441</box>
ad-title: Wellwood & Wellwood, <box>26 302 148 317</box>
ad-title: SOLWAY SALEYARDS. <box>23 60 151 74</box>
advertisement <box>698 58 826 250</box>
ad-subtitle: SOLE AGENT, FRANKTON JUNCTION, WAIKATO. <box>39 501 135 519</box>
ad-body-text: AN excellent opportunity of securing a GOOD PARTLY IMPROVED SHEEP FARM of 787 acres. Buildings comprise good 7-roomed house, woolshed, yards, etc, and Pataka on landing for wool and goods. Can drive onto the property. Telephone in house. PRICE ONLY <box>428 450 556 497</box>
ad-subtitle: GENERAL CARRIER <box>320 763 394 773</box>
ad-title: Electro-Plating. <box>181 914 263 929</box>
ad-body-text: 255 ACRES rich loamy soil, absolutely free of noxious weeds, situated 12 miles from New Plymouth, on the coast, practically all flat country; sixty acres ploughed; all thoroughly well grassed, permanently watered; house 6 rooms, cowshed 8 bails, and other buildings; 40 cows, 19 young stock, pigs, dairy utensils, horse, cart, harness, 40 dairy shares (paid up); turnips. Owner willing to sell with 100 head cows. PRICE, £20 per acre as a going concern, without stock, etc.; only £750 cash wanted; balance may remain at 5 per cent for 5 years. Apply sharp. <box>428 275 556 376</box>
ad-body-text: 470 ACRES L.I.P., all in grass, well fenced and subdivided, well watered. Rent only 1s 6d per acre, less 10 per cent. Good dry sheep country. Property winters 1000 sheep. 200 ACRES Freehold, all in grass and ploughable, well watered, 5 miles from Pahiatua, will carry 60 dairy cows. 90 ACRES Freehold, all ploughable, 8 miles from Pahiatua, good road, 5-roomed house, cowshed, dairy, all in grass. Price £24 per acre. <box>833 465 961 543</box>
ad-title: W. H. Cruickshank, <box>981 60 1084 74</box>
advertisement <box>23 730 151 770</box>
ad-body-text: 12,000 ACRES, partly improved sheep country. Freehold. 30 miles from coastal town, 23 paddocks, 7-roomed homestead, all conveniences, woolshed with 8 machines, up-to-date men's quarters, stable, sheds, saw plant, engine, together with 12,000 sheep and lambs, 300 head of cattle, 30 horses, implements, and furniture. AS A GOING CONCERN— £48,000. Free of Encumbrance. Principals only dealt with. <box>23 214 151 292</box>
ad-subtitle: LAND & ESTATE AGENTS, 110 RIDGWAY STREET, WANGANUI. <box>29 746 145 765</box>
ad-subtitle: EXTRACTS FROM TESTIMONIALS <box>969 463 1096 473</box>
